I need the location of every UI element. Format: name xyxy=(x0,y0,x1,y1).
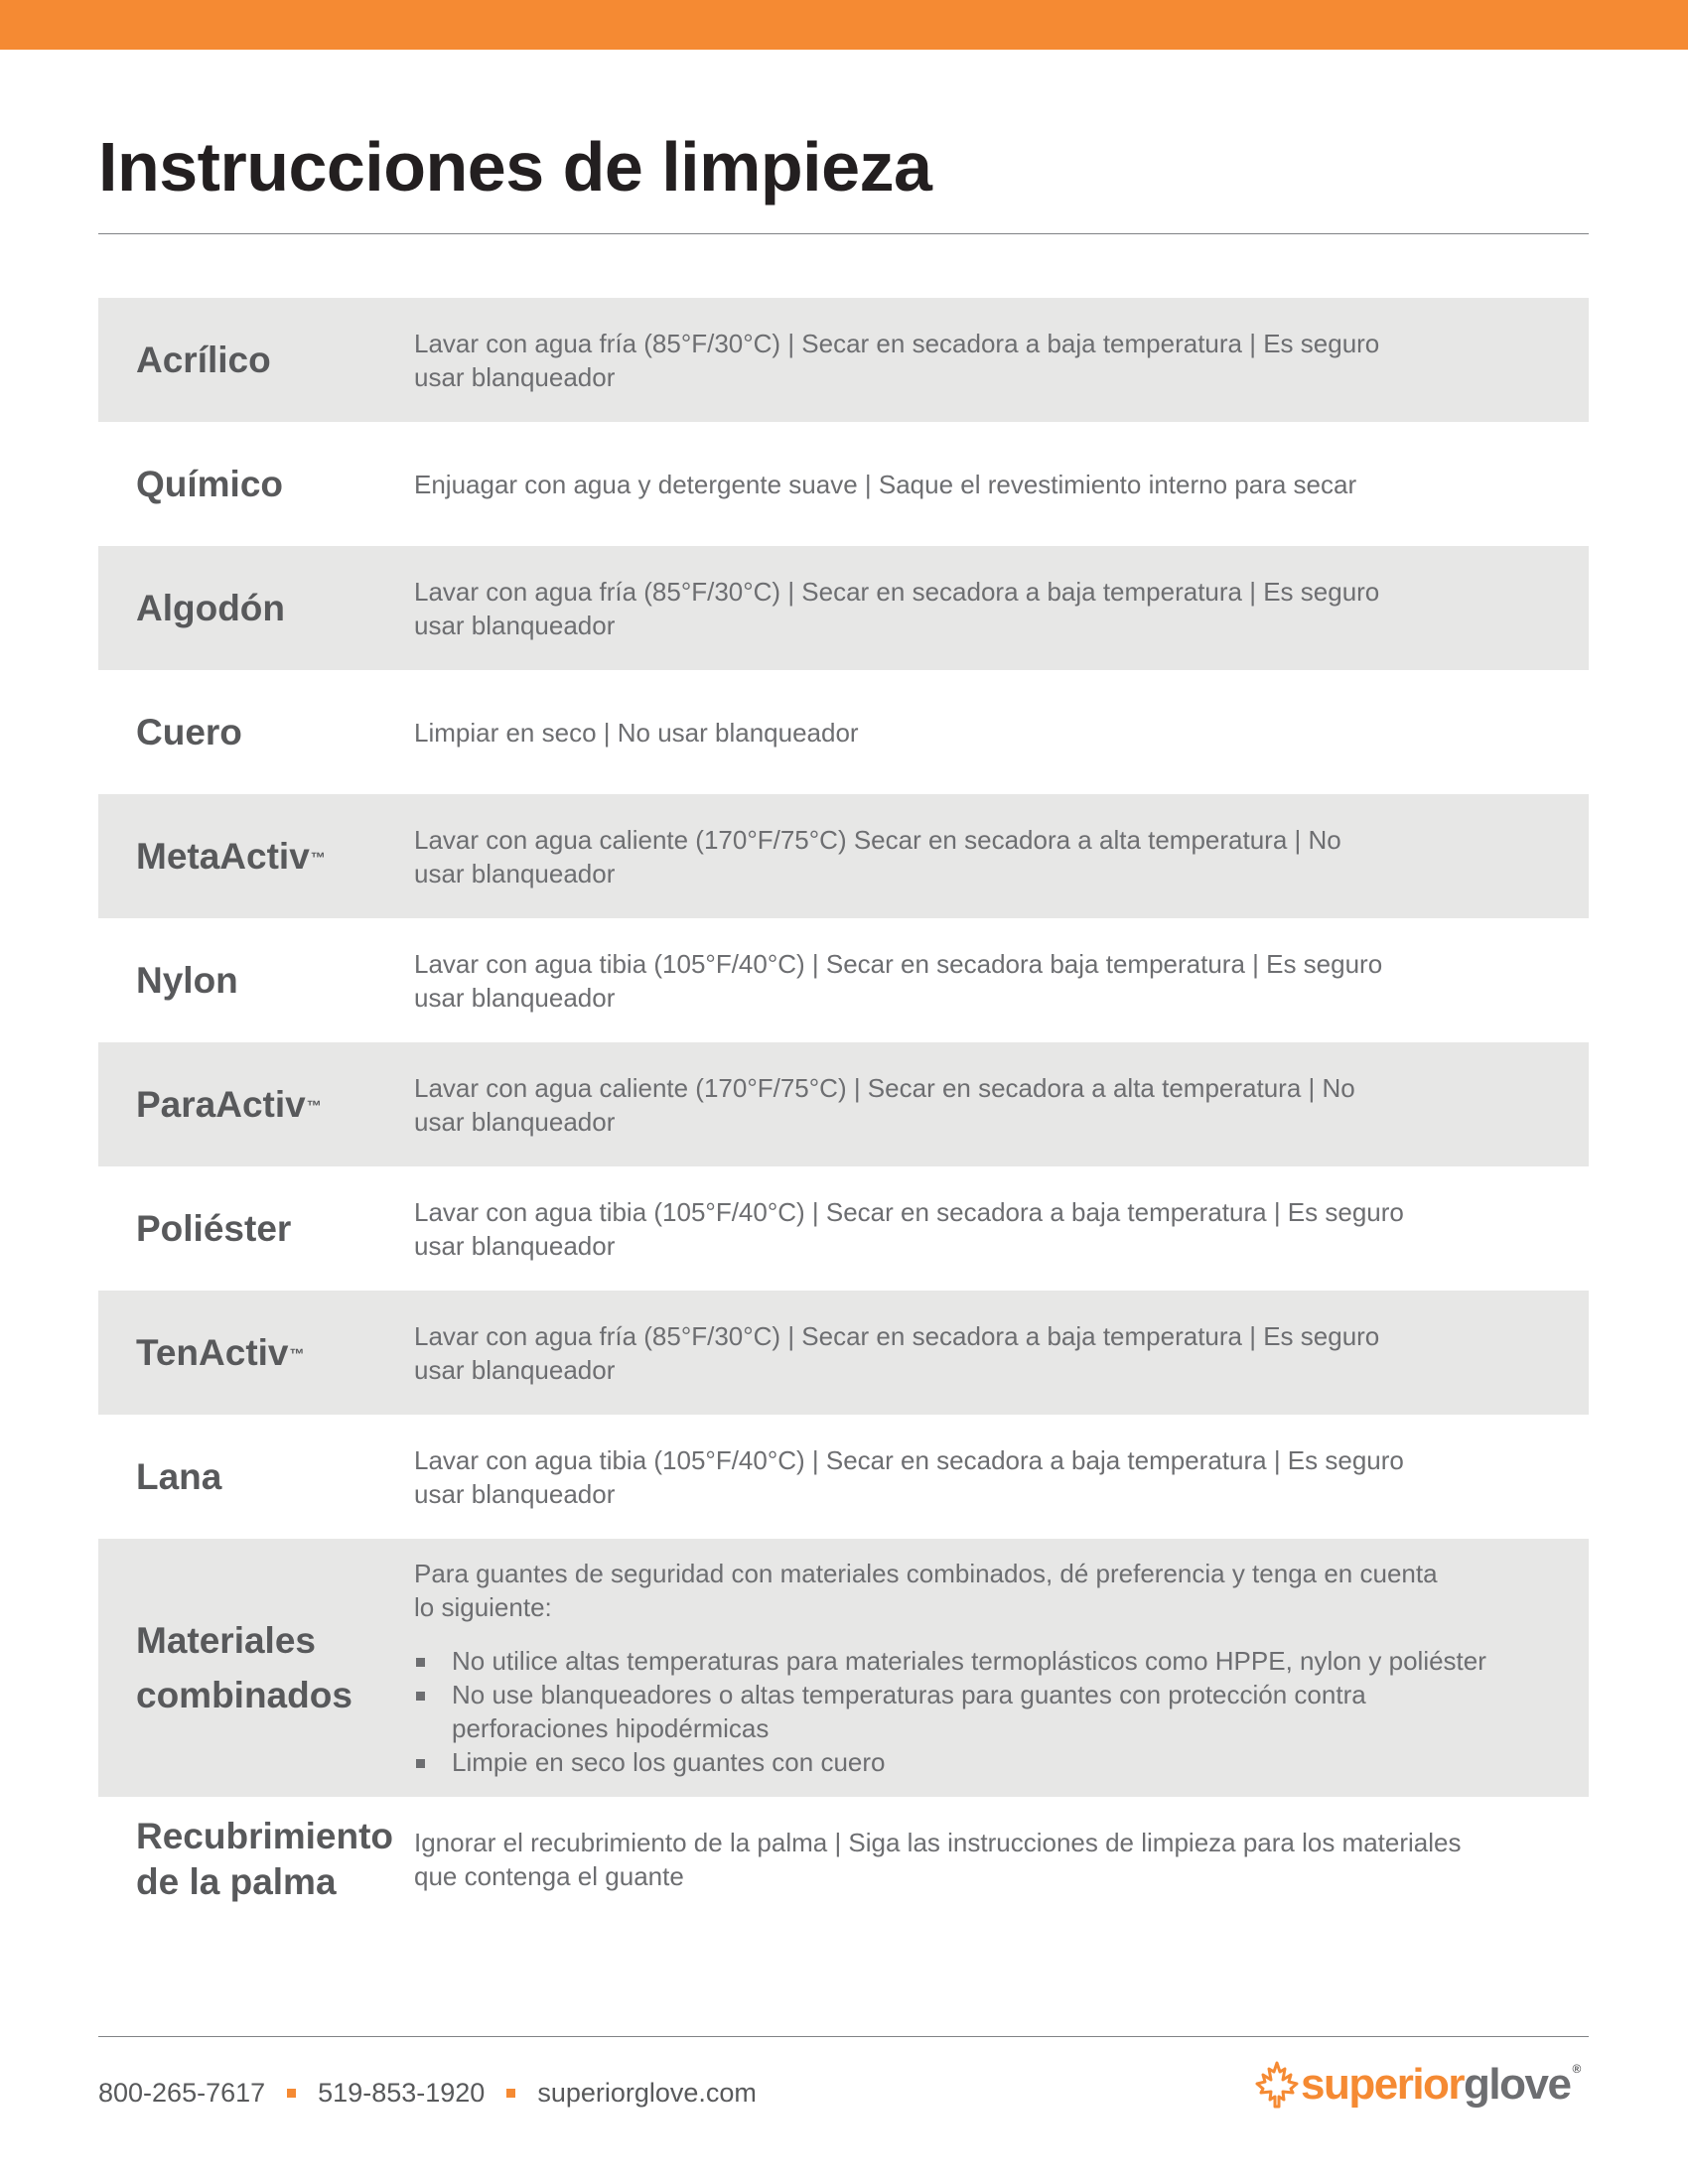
material-name: TenActiv™ xyxy=(136,1332,305,1373)
material-instructions xyxy=(414,1443,1589,1511)
material-name: Químico xyxy=(136,464,284,504)
trademark-symbol: ™ xyxy=(289,1346,305,1363)
material-instructions xyxy=(414,1071,1589,1139)
top-accent-bar xyxy=(0,0,1688,50)
material-name: Cuero xyxy=(136,712,242,752)
desc-line: Lavar con agua caliente (170°F/75°C) Secar en secadora a alta temperatura | No xyxy=(414,824,1341,855)
title-divider xyxy=(98,233,1589,234)
phone-number: 800-265-7617 xyxy=(98,2078,266,2108)
material-name xyxy=(98,1613,414,1722)
table-row xyxy=(98,794,1589,918)
table-row xyxy=(98,918,1589,1042)
material-name: ParaActiv™ xyxy=(136,1084,322,1125)
desc-line: Lavar con agua caliente (170°F/75°C) | Secar en secadora a alta temperatura | No xyxy=(414,1072,1355,1103)
trademark-symbol: ™ xyxy=(310,850,326,867)
desc-line: Lavar con agua fría (85°F/30°C) | Secar en secadora a baja temperatura | Es seguro xyxy=(414,1320,1380,1351)
material-instructions xyxy=(414,947,1589,1015)
list-item: No use blanqueadores o altas temperaturas para guantes con protección contra perforaciones hipodérmicas xyxy=(414,1678,1559,1745)
trademark-symbol: ™ xyxy=(306,1098,322,1115)
desc-line: Lavar con agua tibia (105°F/40°C) | Secar en secadora baja temperatura | Es seguro xyxy=(414,948,1383,979)
table-row xyxy=(98,1415,1589,1539)
cleaning-table xyxy=(98,298,1589,1921)
separator-dot-icon xyxy=(506,2089,515,2098)
page-title: Instrucciones de limpieza xyxy=(98,128,932,205)
considerations-list xyxy=(414,1644,1559,1779)
bullet-square-icon xyxy=(416,1692,425,1701)
desc-line: Lavar con agua fría (85°F/30°C) | Secar en secadora a baja temperatura | Es seguro xyxy=(414,576,1380,607)
table-row xyxy=(98,1166,1589,1291)
list-item: No utilice altas temperaturas para materiales termoplásticos como HPPE, nylon y poliéster xyxy=(414,1644,1559,1678)
desc-line: Ignorar el recubrimiento de la palma | Siga las instrucciones de limpieza para los materiales xyxy=(414,1827,1462,1857)
desc-line: usar blanqueador xyxy=(414,610,616,640)
logo-wordmark: superiorglove ® xyxy=(1301,2060,1580,2109)
name-line: Materiales xyxy=(136,1620,316,1661)
material-instructions xyxy=(414,1557,1589,1779)
row-palm-coating xyxy=(98,1797,1589,1921)
material-instructions xyxy=(414,823,1589,890)
name-line: de la palma xyxy=(136,1860,337,1902)
desc-line: Limpiar en seco | No usar blanqueador xyxy=(414,717,859,748)
table-row xyxy=(98,1042,1589,1166)
material-instructions xyxy=(414,575,1589,642)
desc-line: Enjuagar con agua y detergente suave | Saque el revestimiento interno para secar xyxy=(414,469,1357,499)
list-item: Limpie en seco los guantes con cuero xyxy=(414,1745,1559,1779)
footer-contact xyxy=(98,2078,757,2109)
material-name: MetaActiv™ xyxy=(136,836,326,877)
desc-line: usar blanqueador xyxy=(414,1354,616,1385)
material-name xyxy=(98,1814,414,1905)
maple-leaf-icon xyxy=(1253,2060,1301,2110)
material-instructions xyxy=(414,716,1589,750)
name-line: combinados xyxy=(136,1675,352,1715)
bullet-square-icon xyxy=(416,1658,425,1667)
superiorglove-logo xyxy=(1253,2060,1580,2110)
material-instructions xyxy=(414,1826,1589,1893)
material-instructions xyxy=(414,1319,1589,1387)
material-rows xyxy=(98,298,1589,1539)
table-row xyxy=(98,298,1589,422)
row-combined-materials xyxy=(98,1539,1589,1797)
desc-line: usar blanqueador xyxy=(414,361,616,392)
material-name: Lana xyxy=(136,1456,222,1497)
material-instructions xyxy=(414,468,1589,501)
desc-line: Lavar con agua tibia (105°F/40°C) | Secar en secadora a baja temperatura | Es seguro xyxy=(414,1444,1404,1475)
desc-line: usar blanqueador xyxy=(414,1478,616,1509)
footer-divider xyxy=(98,2036,1589,2037)
material-name: Acrílico xyxy=(136,340,271,380)
name-line: Recubrimiento xyxy=(136,1815,394,1856)
desc-line: Lavar con agua tibia (105°F/40°C) | Secar en secadora a baja temperatura | Es seguro xyxy=(414,1196,1404,1227)
table-row xyxy=(98,422,1589,546)
website-link[interactable]: superiorglove.com xyxy=(537,2078,757,2108)
desc-line: usar blanqueador xyxy=(414,1106,616,1137)
intro-line: Para guantes de seguridad con materiales combinados, dé preferencia y tenga en cuenta xyxy=(414,1559,1438,1588)
table-row xyxy=(98,1291,1589,1415)
table-row xyxy=(98,670,1589,794)
separator-dot-icon xyxy=(287,2089,296,2098)
desc-line: usar blanqueador xyxy=(414,858,616,888)
desc-line: Lavar con agua fría (85°F/30°C) | Secar en secadora a baja temperatura | Es seguro xyxy=(414,328,1380,358)
material-name: Poliéster xyxy=(136,1208,292,1249)
material-name: Nylon xyxy=(136,960,238,1001)
material-instructions xyxy=(414,1195,1589,1263)
phone-number: 519-853-1920 xyxy=(318,2078,486,2108)
desc-line: usar blanqueador xyxy=(414,982,616,1013)
table-row xyxy=(98,546,1589,670)
desc-line: usar blanqueador xyxy=(414,1230,616,1261)
desc-line: que contenga el guante xyxy=(414,1860,684,1891)
material-instructions xyxy=(414,327,1589,394)
material-name: Algodón xyxy=(136,588,286,628)
bullet-square-icon xyxy=(416,1759,425,1768)
intro-line: lo siguiente: xyxy=(414,1592,552,1622)
